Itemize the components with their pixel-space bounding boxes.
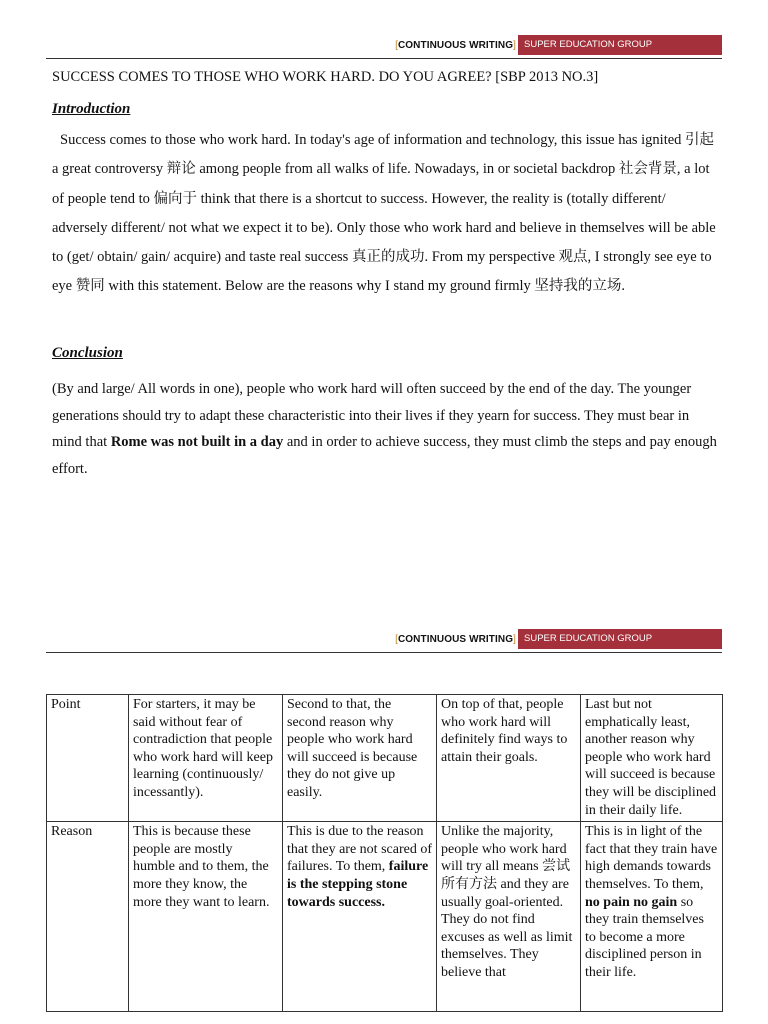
- page-header: [46, 35, 722, 59]
- header-tag: [CONTINUOUS WRITING]: [395, 40, 516, 51]
- point-1: For starters, it may be said without fear of contradiction that people who work hard will keep learning (continuously/ incessantly).: [129, 695, 283, 822]
- reason-3: Unlike the majority, people who work hard will try all means 尝试所有方法 and they are usually goal-oriented. They do not find excuses as well as limit themselves. They believe that: [437, 822, 581, 1012]
- row-label-reason: Reason: [47, 822, 129, 1012]
- header-rule: [46, 58, 722, 59]
- point-3: On top of that, people who work hard will definitely find ways to attain their goals.: [437, 695, 581, 822]
- page-header-2: [46, 629, 722, 653]
- header-tag: [CONTINUOUS WRITING]: [395, 634, 516, 645]
- reason-2: This is due to the reason that they are not scared of failures. To them, failure is the stepping stone towards success.: [283, 822, 437, 1012]
- table-row-point: [47, 695, 723, 822]
- idiom-bold: Rome was not built in a day: [110, 434, 284, 450]
- table-row-reason: [47, 822, 723, 1012]
- point-2: Second to that, the second reason why people who work hard will succeed is because they do not give up easily.: [283, 695, 437, 822]
- intro-heading: Introduction: [52, 101, 131, 117]
- row-label-point: Point: [47, 695, 129, 822]
- conclusion-heading: Conclusion: [52, 345, 123, 361]
- conclusion-paragraph: (By and large/ All words in one), people who work hard will often succeed by the end of the day. The younger generations should try to adapt these characteristic into their lives if they yearn for success. They must bear in mind that Rome was not built in a day and in order to achieve success, they must climb the steps and pay enough effort.: [52, 381, 717, 477]
- header-group-banner: SUPER EDUCATION GROUP: [518, 35, 722, 55]
- points-table: [46, 694, 723, 1012]
- reason-1: This is because these people are mostly humble and to them, the more they know, the more they want to learn.: [129, 822, 283, 1012]
- essay-title: SUCCESS COMES TO THOSE WHO WORK HARD. DO YOU AGREE? [SBP 2013 NO.3]: [52, 69, 599, 85]
- header-group-banner: SUPER EDUCATION GROUP: [518, 629, 722, 649]
- intro-paragraph: Success comes to those who work hard. In today's age of information and technology, this issue has ignited 引起 a great controversy 辩论 among people from all walks of life. Nowadays, in or societal backdrop 社会背景, a lot of people tend to 偏向于 think that there is a shortcut to success. However, the reality is (totally different/ adversely different/ not what we expect it to be). Only those who work hard and believe in themselves will be able to (get/ obtain/ gain/ acquire) and taste real success 真正的成功. From my perspective 观点, I strongly see eye to eye 赞同 with this statement. Below are the reasons why I stand my ground firmly 坚持我的立场.: [52, 132, 716, 295]
- point-4: Last but not emphatically least, another reason why people who work hard will succeed is because they will be disciplined in their daily life.: [581, 695, 723, 822]
- header-rule: [46, 652, 722, 653]
- reason-4: This is in light of the fact that they train have high demands towards themselves. To them, no pain no gain so they train themselves to become a more disciplined person in their life.: [581, 822, 723, 1012]
